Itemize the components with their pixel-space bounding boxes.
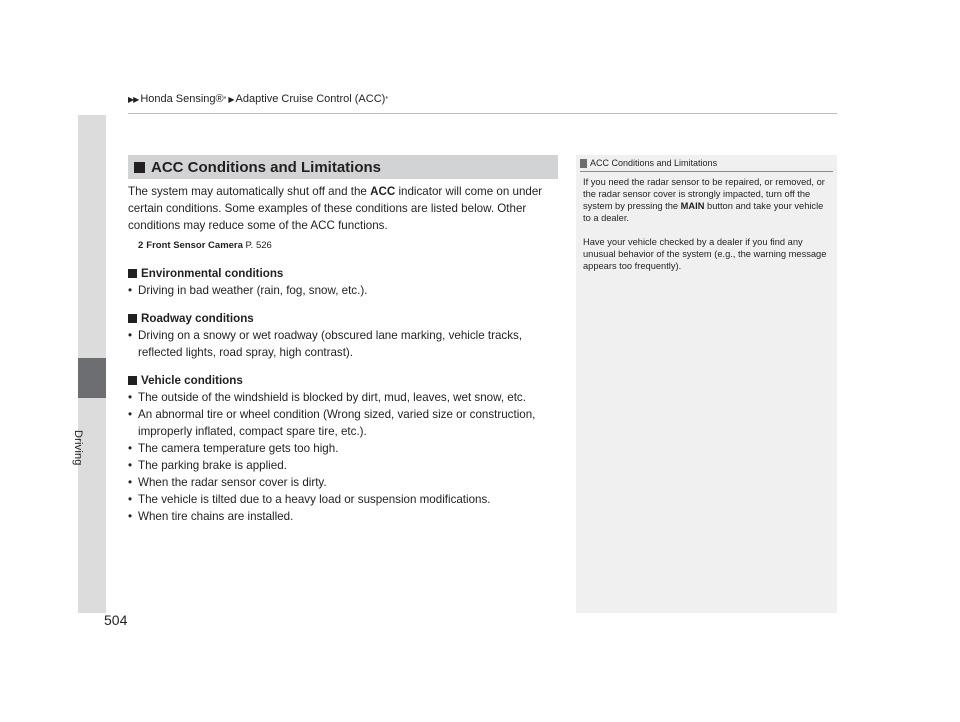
breadcrumb-arrow-icon: ▶▶ bbox=[128, 94, 139, 104]
breadcrumb bbox=[128, 93, 388, 105]
main-content bbox=[128, 183, 558, 525]
breadcrumb-marker: * bbox=[385, 95, 389, 103]
subheading-roadway: Roadway conditions bbox=[128, 310, 558, 327]
note-paragraph: If you need the radar sensor to be repaired, or removed, or the radar sensor cover is strongly impacted, turn off the system by pressing the MAIN button and take your vehicle to a dealer. bbox=[583, 177, 825, 223]
subheading-square-icon bbox=[128, 376, 137, 385]
cross-reference-link[interactable] bbox=[138, 237, 558, 254]
subheading-square-icon bbox=[128, 314, 137, 323]
subheading-vehicle: Vehicle conditions bbox=[128, 372, 558, 389]
note-body bbox=[583, 176, 831, 272]
environmental-list bbox=[128, 282, 558, 299]
roadway-list bbox=[128, 327, 558, 361]
cross-reference-page: P. 526 bbox=[242, 240, 272, 251]
vehicle-list bbox=[128, 389, 558, 525]
list-item: • The vehicle is tilted due to a heavy load or suspension modifications. bbox=[128, 491, 558, 508]
section-title: ACC Conditions and Limitations bbox=[151, 158, 381, 176]
header-divider bbox=[128, 113, 837, 114]
list-item: • When tire chains are installed. bbox=[128, 508, 558, 525]
list-item: • An abnormal tire or wheel condition (Wrong sized, varied size or construction, improperly inflated, compact spare tire, etc.). bbox=[128, 406, 558, 440]
side-tab-marker bbox=[78, 358, 106, 398]
list-item: • The parking brake is applied. bbox=[128, 457, 558, 474]
subheading-environmental: Environmental conditions bbox=[128, 265, 558, 282]
page-number: 504 bbox=[104, 612, 128, 628]
note-icon bbox=[580, 159, 587, 168]
list-item: • Driving in bad weather (rain, fog, snow, etc.). bbox=[128, 282, 558, 299]
list-item: • The camera temperature gets too high. bbox=[128, 440, 558, 457]
breadcrumb-arrow-icon: ▶ bbox=[228, 94, 234, 104]
subheading-square-icon bbox=[128, 269, 137, 278]
list-item: • Driving on a snowy or wet roadway (obscured lane marking, vehicle tracks, reflected lights, road spray, high contrast). bbox=[128, 327, 558, 361]
side-tab-label: Driving bbox=[72, 430, 84, 466]
cross-reference-title: Front Sensor Camera bbox=[146, 240, 243, 251]
acc-indicator-label: ACC bbox=[370, 185, 396, 198]
breadcrumb-parent[interactable]: Honda Sensing® bbox=[140, 93, 224, 105]
intro-paragraph: The system may automatically shut off and the ACC indicator will come on under certain conditions. Some examples of these conditions are listed below. Other conditions may reduce some of the ACC functions. bbox=[128, 185, 543, 232]
list-item: • The outside of the windshield is blocked by dirt, mud, leaves, wet snow, etc. bbox=[128, 389, 558, 406]
list-item: • When the radar sensor cover is dirty. bbox=[128, 474, 558, 491]
cross-reference-icon: 2 bbox=[138, 240, 144, 251]
note-title: ACC Conditions and Limitations bbox=[590, 158, 718, 168]
section-header bbox=[128, 155, 558, 179]
main-button-label: MAIN bbox=[680, 201, 705, 211]
note-header bbox=[580, 158, 833, 172]
breadcrumb-current: Adaptive Cruise Control (ACC) bbox=[235, 93, 386, 105]
note-paragraph: Have your vehicle checked by a dealer if you find any unusual behavior of the system (e.g., the warning message appears too frequently). bbox=[583, 237, 827, 271]
section-square-icon bbox=[134, 162, 145, 173]
breadcrumb-marker: * bbox=[223, 95, 227, 103]
